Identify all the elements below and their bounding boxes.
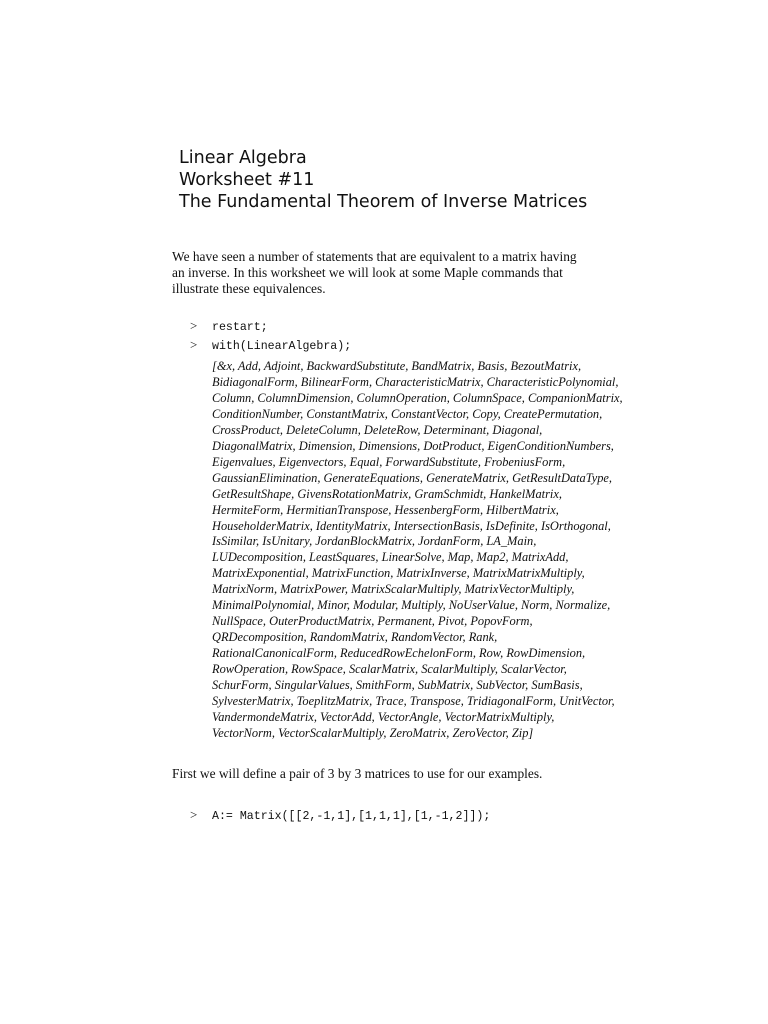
output-line: RationalCanonicalForm, ReducedRowEchelonForm, Row, RowDimension, — [212, 646, 586, 661]
output-line: HouseholderMatrix, IdentityMatrix, IntersectionBasis, IsDefinite, IsOrthogonal, — [212, 518, 611, 533]
intro-line: We have seen a number of statements that are equivalent to a matrix having — [172, 249, 577, 264]
prompt-symbol: > — [190, 318, 198, 333]
command-block-setup — [190, 317, 351, 355]
output-line: GetResultShape, GivensRotationMatrix, GramSchmidt, HankelMatrix, — [212, 486, 562, 501]
command-block-matrix — [190, 806, 490, 825]
output-line: Eigenvalues, Eigenvectors, Equal, ForwardSubstitute, FrobeniusForm, — [212, 454, 566, 469]
output-line: HermiteForm, HermitianTranspose, HessenbergForm, HilbertMatrix, — [212, 502, 559, 517]
output-line: LUDecomposition, LeastSquares, LinearSolve, Map, Map2, MatrixAdd, — [212, 550, 569, 565]
restart-command[interactable]: restart; — [212, 321, 268, 334]
worksheet-topic: The Fundamental Theorem of Inverse Matrices — [179, 192, 588, 212]
output-line: VectorNorm, VectorScalarMultiply, ZeroMatrix, ZeroVector, Zip] — [212, 725, 534, 740]
output-line: ConditionNumber, ConstantMatrix, ConstantVector, Copy, CreatePermutation, — [212, 406, 603, 421]
output-line: NullSpace, OuterProductMatrix, Permanent, Pivot, PopovForm, — [212, 614, 533, 629]
output-line: VandermondeMatrix, VectorAdd, VectorAngle, VectorMatrixMultiply, — [212, 709, 555, 724]
output-line: RowOperation, RowSpace, ScalarMatrix, ScalarMultiply, ScalarVector, — [212, 662, 567, 677]
worksheet-number: Worksheet #11 — [179, 170, 315, 190]
course-title: Linear Algebra — [179, 148, 307, 168]
output-line: MatrixExponential, MatrixFunction, MatrixInverse, MatrixMatrixMultiply, — [212, 566, 585, 581]
output-line: MinimalPolynomial, Minor, Modular, Multiply, NoUserValue, Norm, Normalize, — [212, 598, 611, 613]
prompt-symbol: > — [190, 807, 198, 822]
output-line: SchurForm, SingularValues, SmithForm, SubMatrix, SubVector, SumBasis, — [212, 678, 583, 693]
output-line: GaussianElimination, GenerateEquations, GenerateMatrix, GetResultDataType, — [212, 470, 612, 485]
output-line: MatrixNorm, MatrixPower, MatrixScalarMultiply, MatrixVectorMultiply, — [212, 582, 575, 597]
output-line: IsSimilar, IsUnitary, JordanBlockMatrix, JordanForm, LA_Main, — [212, 534, 537, 549]
intro-line: an inverse. In this worksheet we will look at some Maple commands that — [172, 264, 563, 280]
intro-line: illustrate these equivalences. — [172, 280, 326, 296]
output-line: SylvesterMatrix, ToeplitzMatrix, Trace, Transpose, TridiagonalForm, UnitVector, — [212, 694, 615, 709]
output-line: QRDecomposition, RandomMatrix, RandomVector, Rank, — [212, 630, 498, 645]
matrix-command-row[interactable] — [190, 806, 490, 825]
output-line: DiagonalMatrix, Dimension, Dimensions, DotProduct, EigenConditionNumbers, — [212, 438, 614, 453]
worksheet-title — [179, 147, 587, 213]
with-command-row[interactable] — [190, 336, 351, 355]
command-output — [212, 359, 652, 742]
restart-command-row[interactable] — [190, 317, 351, 336]
prompt-symbol: > — [190, 337, 198, 352]
matrix-a-command[interactable]: A:= Matrix([[2,-1,1],[1,1,1],[1,-1,2]]); — [212, 810, 491, 823]
with-linearalgebra-command[interactable]: with(LinearAlgebra); — [212, 340, 352, 353]
output-line: BidiagonalForm, BilinearForm, CharacteristicMatrix, CharacteristicPolynomial, — [212, 374, 619, 389]
output-line: [&x, Add, Adjoint, BackwardSubstitute, BandMatrix, Basis, BezoutMatrix, — [212, 359, 582, 373]
output-line: Column, ColumnDimension, ColumnOperation, ColumnSpace, CompanionMatrix, — [212, 390, 623, 405]
intro-paragraph — [172, 249, 612, 296]
output-line: CrossProduct, DeleteColumn, DeleteRow, Determinant, Diagonal, — [212, 422, 543, 437]
matrix-intro-paragraph: First we will define a pair of 3 by 3 matrices to use for our examples. — [172, 766, 543, 781]
